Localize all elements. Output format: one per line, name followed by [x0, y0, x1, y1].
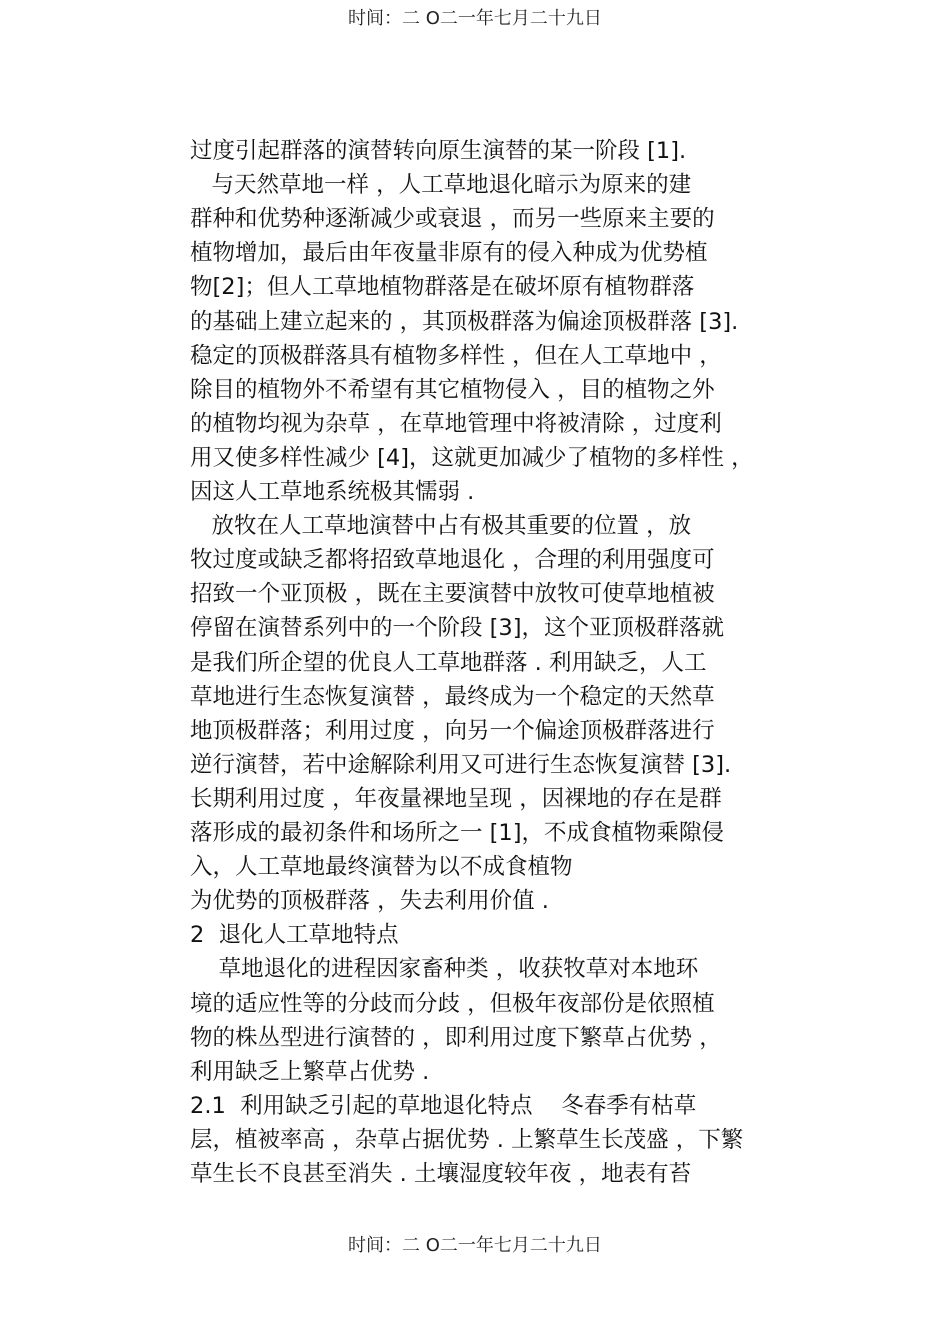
text-line: 招致一个亚顶极 ，既在主要演替中放牧可使草地植被: [190, 581, 715, 608]
text-line: 植物增加，最后由年夜量非原有的侵入种成为优势植: [190, 240, 708, 267]
text-line: 草地退化的进程因家畜种类 ，收获牧草对本地环: [190, 956, 699, 983]
text-line: 层，植被率高 ，杂草占据优势 . 上繁草生长茂盛 ，下繁: [190, 1126, 744, 1153]
text-line: 放牧在人工草地演替中占有极其重要的位置 ，放: [190, 513, 692, 540]
text-line: 2.1 利用缺乏引起的草地退化特点 冬春季有枯草: [190, 1092, 697, 1119]
text-line: 稳定的顶极群落具有植物多样性 ，但在人工草地中 ，: [190, 342, 722, 369]
text-line: 过度引起群落的演替转向原生演替的某一阶段 [1].: [190, 138, 687, 164]
text-line: 除目的植物外不希望有其它植物侵入 ，目的植物之外: [190, 376, 715, 403]
text-line: 落形成的最初条件和场所之一 [1]，不成食植物乘隙侵: [190, 820, 725, 846]
text-line: 物的株丛型进行演替的 ，即利用过度下繁草占优势 ，: [190, 1024, 722, 1051]
page-header: 时间：二 O二一年七月二十九日: [348, 8, 602, 29]
text-line: 2 退化人工草地特点: [190, 922, 399, 949]
text-line: 逆行演替，若中途解除利用又可进行生态恢复演替 [3].: [190, 751, 732, 778]
text-line: 牧过度或缺乏都将招致草地退化 ，合理的利用强度可: [190, 547, 715, 574]
page-footer: 时间：二 O二一年七月二十九日: [348, 1235, 602, 1256]
text-line: 境的适应性等的分歧而分歧 ，但极年夜部份是依照植: [190, 990, 715, 1017]
text-line: 草生长不良甚至消失 . 土壤湿度较年夜 ，地表有苔: [190, 1161, 692, 1187]
text-line: 因这人工草地系统极其懦弱 .: [190, 479, 475, 505]
text-line: 停留在演替系列中的一个阶段 [3]，这个亚顶极群落就: [190, 615, 725, 642]
text-line: 地顶极群落；利用过度 ，向另一个偏途顶极群落进行: [190, 717, 715, 744]
text-line: 与天然草地一样 ，人工草地退化暗示为原来的建: [190, 172, 692, 199]
text-line: 入，人工草地最终演替为以不成食植物: [190, 854, 573, 881]
text-line: 是我们所企望的优良人工草地群落 . 利用缺乏，人工: [190, 649, 707, 676]
text-line: 草地进行生态恢复演替 ，最终成为一个稳定的天然草: [190, 683, 715, 710]
text-line: 物[2]；但人工草地植物群落是在破坏原有植物群落: [190, 274, 695, 301]
text-line: 的植物均视为杂草 ，在草地管理中将被清除 ，过度利: [190, 410, 722, 437]
text-line: 的基础上建立起来的 ，其顶极群落为偏途顶极群落 [3].: [190, 308, 739, 335]
text-line: 群种和优势种逐渐减少或衰退 ，而另一些原来主要的: [190, 206, 715, 233]
text-line: 长期利用过度 ，年夜量裸地呈现 ，因裸地的存在是群: [190, 785, 722, 812]
text-line: 为优势的顶极群落 ，失去利用价值 .: [190, 888, 549, 915]
text-line: 利用缺乏上繁草占优势 .: [190, 1058, 430, 1085]
text-line: 用又使多样性减少 [4]，这就更加减少了植物的多样性 ，: [190, 444, 754, 471]
